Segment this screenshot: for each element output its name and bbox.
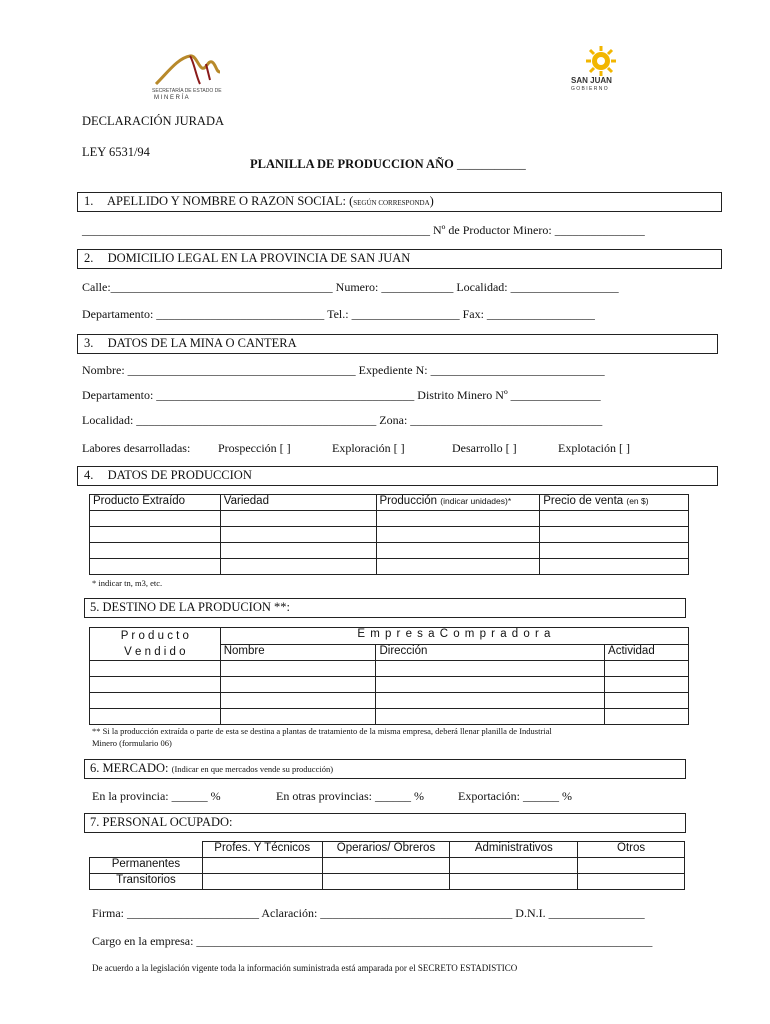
destino-footnote-1: ** Si la producción extraída o parte de esta se destina a plantas de tratamiento de la misma empresa, deberá llenar planilla de Industrial	[92, 726, 552, 736]
personal-table	[89, 841, 685, 890]
table-cell[interactable]	[605, 693, 689, 709]
table-cell[interactable]	[376, 709, 605, 725]
col-operarios-obreros: Operarios/ Obreros	[322, 842, 450, 858]
firma-line[interactable]: Firma: ______________________ Aclaración: ________________________________ D.N.I. ________________	[92, 906, 645, 920]
section-1-number: 1.	[84, 194, 94, 208]
domicilio-line-1[interactable]: Calle:_____________________________________ Numero: ____________ Localidad: __________________	[82, 280, 619, 294]
table-cell[interactable]	[322, 874, 450, 890]
section-1-label: APELLIDO Y NOMBRE O RAZON SOCIAL: (	[106, 194, 354, 208]
mineria-logo	[150, 50, 230, 102]
col-produccion	[376, 495, 540, 511]
col-precio-units: (en $)	[626, 496, 649, 506]
table-cell[interactable]	[220, 559, 376, 575]
mineria-logo-text: SECRETARÍA DE ESTADO DE	[152, 88, 222, 94]
mina-line-2[interactable]: Departamento: ___________________________________________ Distrito Minero Nº _______________	[82, 388, 601, 402]
desarrollo-checkbox[interactable]: Desarrollo [ ]	[452, 441, 517, 455]
section-6-label: 6. MERCADO:	[90, 761, 169, 775]
table-cell[interactable]	[90, 693, 221, 709]
table-row	[90, 661, 689, 677]
table-cell[interactable]	[90, 527, 221, 543]
mina-line-3[interactable]: Localidad: ________________________________________ Zona: ________________________________	[82, 413, 603, 427]
section-5-title: 5. DESTINO DE LA PRODUCION **:	[90, 600, 290, 614]
section-1-note: SEGÚN CORRESPONDA	[353, 199, 430, 207]
section-6-note: (Indicar en que mercados vende su producción)	[171, 764, 334, 774]
planilla-title	[250, 157, 526, 172]
mineria-logo-word: M I N E R Í A	[154, 95, 189, 101]
table-cell[interactable]	[605, 661, 689, 677]
table-cell[interactable]	[220, 693, 376, 709]
san-juan-logo	[568, 46, 638, 96]
table-cell[interactable]	[376, 527, 540, 543]
cargo-line[interactable]: Cargo en la empresa: ____________________________________________________________________________	[92, 934, 653, 948]
col-empresa-compradora: E m p r e s a C o m p r a d o r a	[220, 628, 688, 645]
vendido-label: V e n d i d o	[124, 646, 186, 658]
table-cell[interactable]	[220, 527, 376, 543]
table-cell[interactable]	[220, 709, 376, 725]
table-cell[interactable]	[90, 543, 221, 559]
col-nombre: Nombre	[220, 644, 376, 661]
san-juan-logo-text: SAN JUAN	[571, 76, 612, 85]
table-cell[interactable]	[220, 543, 376, 559]
personal-header-row	[90, 842, 685, 858]
section-4-label: DATOS DE PRODUCCION	[107, 468, 252, 482]
section-1-title	[84, 194, 434, 209]
declaracion-title: DECLARACIÓN JURADA	[82, 114, 225, 128]
table-cell[interactable]	[540, 511, 689, 527]
row-permanentes	[90, 858, 685, 874]
table-row	[90, 559, 689, 575]
table-cell[interactable]	[376, 543, 540, 559]
table-cell[interactable]	[220, 661, 376, 677]
table-cell[interactable]	[90, 559, 221, 575]
section-3-title	[84, 336, 297, 351]
table-cell[interactable]	[605, 677, 689, 693]
mercado-exportacion[interactable]: Exportación: ______ %	[458, 789, 572, 803]
prospeccion-checkbox[interactable]: Prospección [ ]	[218, 441, 291, 455]
table-row	[90, 543, 689, 559]
secreto-estadistico-note: De acuerdo a la legislación vigente toda la información suministrada está amparada por el SECRETO ESTADISTICO	[92, 963, 518, 973]
mina-line-1[interactable]: Nombre: ______________________________________ Expediente N: _____________________________	[82, 363, 605, 377]
section-2-title	[84, 251, 410, 266]
destino-table	[89, 627, 689, 725]
table-cell[interactable]	[450, 858, 578, 874]
table-row	[90, 511, 689, 527]
mountain-logo-icon	[150, 50, 230, 90]
section-3-label: DATOS DE LA MINA O CANTERA	[107, 336, 297, 350]
row-transitorios	[90, 874, 685, 890]
destino-footnote-2: Minero (formulario 06)	[92, 738, 172, 748]
section-2-number: 2.	[84, 251, 94, 265]
table-cell[interactable]	[376, 661, 605, 677]
section-3-number: 3.	[84, 336, 94, 350]
section-1-close: )	[429, 194, 434, 208]
domicilio-line-2[interactable]: Departamento: ____________________________ Tel.: __________________ Fax: __________________	[82, 307, 595, 321]
table-row	[90, 527, 689, 543]
table-cell[interactable]	[540, 527, 689, 543]
table-cell[interactable]	[540, 559, 689, 575]
table-cell[interactable]	[220, 511, 376, 527]
col-producto-extraido: Producto Extraído	[90, 495, 221, 511]
table-header-row	[90, 495, 689, 511]
col-direccion: Dirección	[376, 644, 605, 661]
table-cell[interactable]	[322, 858, 450, 874]
section-4-number: 4.	[84, 468, 94, 482]
gobierno-logo-text: G O B I E R N O	[571, 86, 608, 92]
col-profes-tecnicos: Profes. Y Técnicos	[202, 842, 322, 858]
table-row	[90, 693, 689, 709]
col-otros: Otros	[578, 842, 685, 858]
mercado-otras-provincias[interactable]: En otras provincias: ______ %	[276, 789, 424, 803]
table-cell[interactable]	[90, 511, 221, 527]
table-cell[interactable]	[540, 543, 689, 559]
col-produccion-units: (indicar unidades)*	[440, 496, 512, 506]
table-cell[interactable]	[605, 709, 689, 725]
table-cell[interactable]	[202, 874, 322, 890]
planilla-title-text: PLANILLA DE PRODUCCION AÑO	[250, 157, 454, 171]
col-precio-label: Precio de venta	[543, 495, 624, 507]
destino-header-row-1	[90, 628, 689, 645]
producto-label: P r o d u c t o	[120, 630, 189, 642]
personal-corner-cell	[90, 842, 203, 858]
mercado-provincia[interactable]: En la provincia: ______ %	[92, 789, 221, 803]
section-6-title	[90, 761, 333, 776]
table-cell[interactable]	[578, 874, 685, 890]
table-cell[interactable]	[450, 874, 578, 890]
table-cell[interactable]	[90, 677, 221, 693]
razon-social-line[interactable]: __________________________________________________________ Nº de Productor Minero: _______________	[82, 223, 645, 237]
row-transitorios-label: Transitorios	[90, 874, 203, 890]
col-produccion-label: Producción	[379, 495, 438, 507]
planilla-year-field[interactable]: ___________	[456, 157, 526, 171]
ley-number: LEY 6531/94	[82, 145, 150, 159]
col-precio	[540, 495, 689, 511]
section-4-title	[84, 468, 252, 483]
produccion-footnote: * indicar tn, m3, etc.	[92, 578, 163, 588]
col-producto-vendido	[90, 628, 221, 661]
table-cell[interactable]	[90, 661, 221, 677]
labores-label: Labores desarrolladas:	[82, 441, 191, 455]
table-cell[interactable]	[376, 559, 540, 575]
col-variedad: Variedad	[220, 495, 376, 511]
table-cell[interactable]	[90, 709, 221, 725]
table-cell[interactable]	[376, 693, 605, 709]
table-cell[interactable]	[578, 858, 685, 874]
col-administrativos: Administrativos	[450, 842, 578, 858]
explotacion-checkbox[interactable]: Explotación [ ]	[558, 441, 630, 455]
exploracion-checkbox[interactable]: Exploración [ ]	[332, 441, 405, 455]
section-2-label: DOMICILIO LEGAL EN LA PROVINCIA DE SAN JUAN	[107, 251, 411, 265]
sun-logo-icon	[586, 46, 616, 76]
produccion-table	[89, 494, 689, 575]
table-cell[interactable]	[202, 858, 322, 874]
table-cell[interactable]	[376, 511, 540, 527]
table-cell[interactable]	[220, 677, 376, 693]
section-7-title: 7. PERSONAL OCUPADO:	[90, 815, 233, 829]
table-cell[interactable]	[376, 677, 605, 693]
row-permanentes-label: Permanentes	[90, 858, 203, 874]
table-row	[90, 709, 689, 725]
col-actividad: Actividad	[605, 644, 689, 661]
table-row	[90, 677, 689, 693]
